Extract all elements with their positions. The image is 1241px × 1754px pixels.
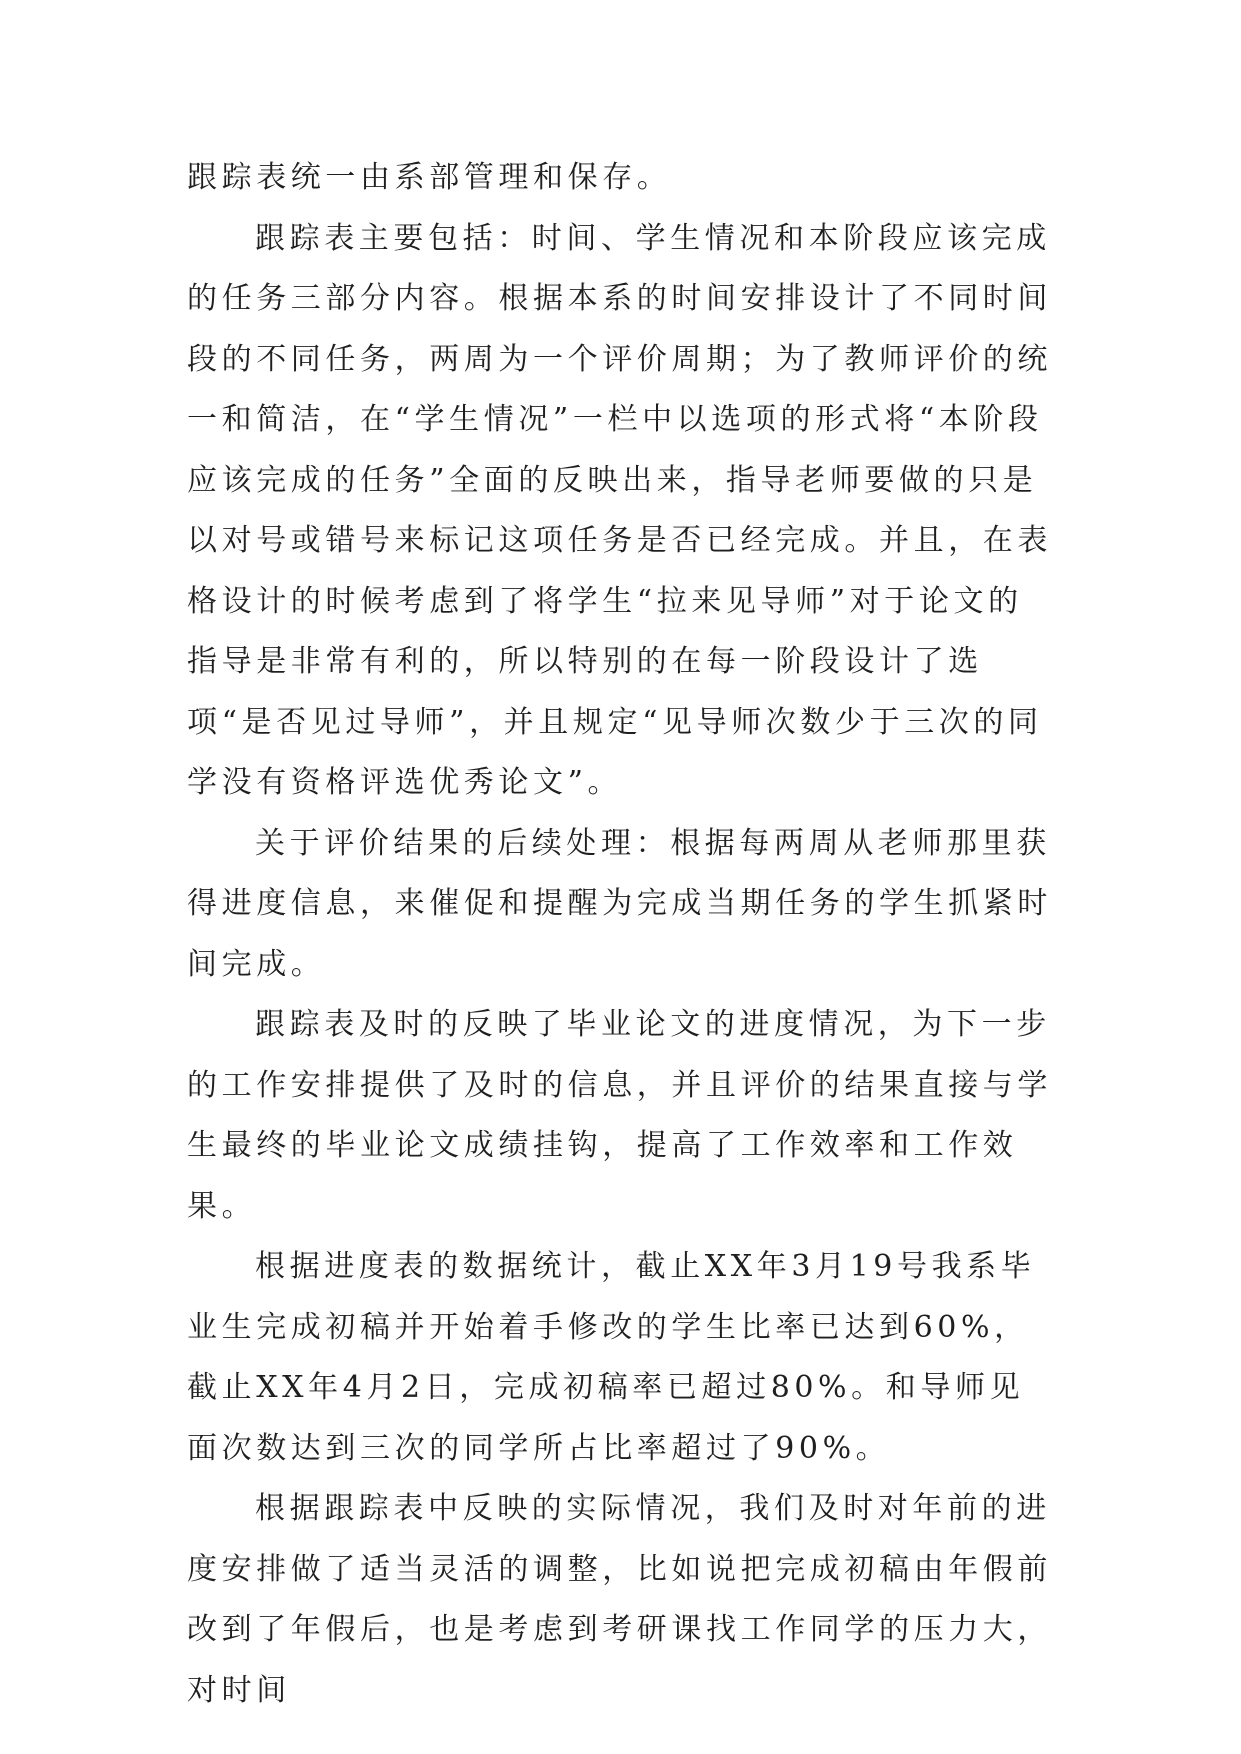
document-body [187, 148, 1053, 1721]
paragraph-6: 根据跟踪表中反映的实际情况，我们及时对年前的进度安排做了适当灵活的调整，比如说把完成初稿由年假前改到了年假后，也是考虑到考研课找工作同学的压力大，对时间 [187, 1491, 1052, 1708]
paragraph-2: 跟踪表主要包括：时间、学生情况和本阶段应该完成的任务三部分内容。根据本系的时间安排设计了不同时间段的不同任务，两周为一个评价周期；为了教师评价的统一和简洁，在“学生情况”一栏中以选项的形式将“本阶段应该完成的任务”全面的反映出来，指导老师要做的只是以对号或错号来标记这项任务是否已经完成。并且，在表格设计的时候考虑到了将学生“拉来见导师”对于论文的指导是非常有利的，所以特别的在每一阶段设计了选项“是否见过导师”，并且规定“见导师次数少于三次的同学没有资格评选优秀论文”。 [187, 220, 1052, 800]
paragraph-1: 跟踪表统一由系部管理和保存。 [187, 160, 672, 195]
paragraph-5: 根据进度表的数据统计，截止XX年3月19号我系毕业生完成初稿并开始着手修改的学生比率已达到60%，截止XX年4月2日，完成初稿率已超过80%。和导师见面次数达到三次的同学所占比率超过了90%。 [187, 1249, 1036, 1466]
paragraph-3: 关于评价结果的后续处理：根据每两周从老师那里获得进度信息，来催促和提醒为完成当期任务的学生抓紧时间完成。 [187, 825, 1052, 982]
paragraph-4: 跟踪表及时的反映了毕业论文的进度情况，为下一步的工作安排提供了及时的信息，并且评价的结果直接与学生最终的毕业论文成绩挂钩，提高了工作效率和工作效果。 [187, 1007, 1052, 1224]
